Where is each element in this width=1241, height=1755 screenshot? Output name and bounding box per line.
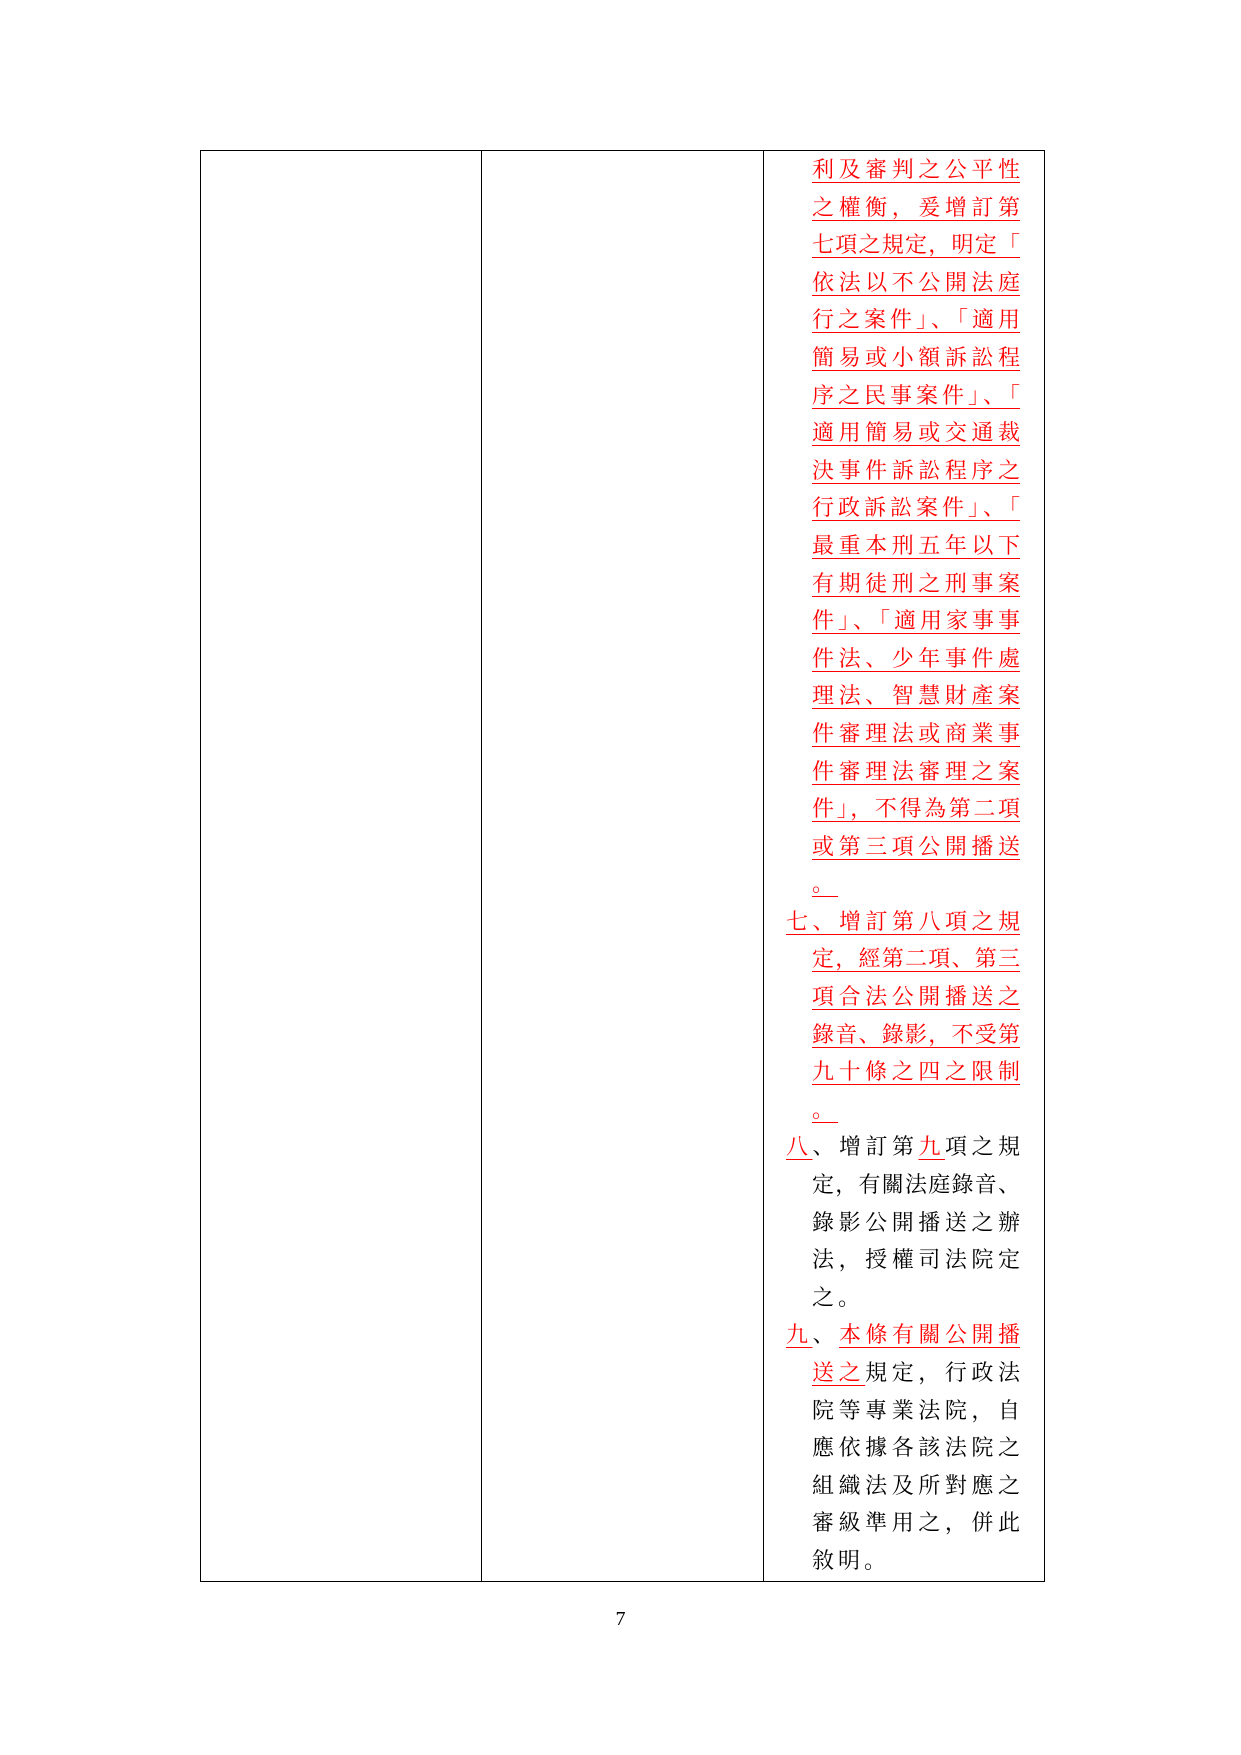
explanation-line — [786, 904, 1020, 942]
text-segment: 項之規 — [944, 1135, 1020, 1161]
inserted-text: 行政訴訟案件」、「 — [812, 496, 1020, 522]
inserted-text: 適用簡易或交通裁 — [812, 421, 1020, 447]
explanation-line — [812, 1543, 1020, 1581]
text-segment: 組織法及所對應之 — [812, 1473, 1020, 1499]
explanation-line — [812, 302, 1020, 340]
inserted-text: 九 — [786, 1323, 813, 1349]
inserted-text: 送之 — [812, 1361, 866, 1386]
explanation-line — [812, 227, 1020, 265]
inserted-text: 本條有關公開播 — [839, 1323, 1020, 1349]
inserted-text: 七、增訂第八項之規 — [786, 909, 1020, 935]
explanation-line — [812, 1430, 1020, 1468]
explanation-line — [786, 1317, 1020, 1355]
explanation-line — [812, 1355, 1020, 1393]
text-segment: 之。 — [812, 1285, 865, 1311]
inserted-text: 之權衡，爰增訂第 — [812, 195, 1020, 221]
explanation-line — [812, 866, 1020, 904]
text-segment: 法，授權司法院定 — [812, 1248, 1020, 1274]
inserted-text: 利及審判之公平性 — [812, 158, 1020, 183]
inserted-text: 有期徒刑之刑事案 — [812, 571, 1020, 597]
explanation-line — [812, 1167, 1020, 1205]
comparison-table — [200, 150, 1045, 1582]
explanation-line — [812, 340, 1020, 378]
explanation-line — [812, 1205, 1020, 1243]
inserted-text: 九 — [918, 1135, 945, 1161]
inserted-text: 定，經第二項、第三 — [812, 947, 1020, 973]
explanation-line — [812, 829, 1020, 867]
explanation-line — [812, 566, 1020, 604]
explanation-line — [812, 453, 1020, 491]
explanation-line — [812, 678, 1020, 716]
table-cell-explanation — [764, 151, 1044, 1581]
text-segment: 、增訂第 — [812, 1135, 919, 1161]
explanation-line — [812, 1242, 1020, 1280]
inserted-text: 件」、「適用家事事 — [812, 609, 1020, 635]
explanation-line — [812, 1017, 1020, 1055]
explanation-line — [812, 603, 1020, 641]
inserted-text: 錄音、錄影，不受第 — [812, 1022, 1020, 1048]
explanation-line — [812, 1393, 1020, 1431]
inserted-text: 八 — [786, 1135, 813, 1161]
explanation-line — [786, 1129, 1020, 1167]
explanation-line — [812, 941, 1020, 979]
inserted-text: 決事件訴訟程序之 — [812, 458, 1020, 484]
explanation-line — [812, 265, 1020, 303]
explanation-line — [812, 1054, 1020, 1092]
inserted-text: 簡易或小額訴訟程 — [812, 345, 1020, 371]
inserted-text: 七項之規定，明定「 — [812, 233, 1020, 259]
explanation-line — [812, 490, 1020, 528]
inserted-text: 件法、少年事件處 — [812, 646, 1020, 672]
inserted-text: 件審理法或商業事 — [812, 721, 1020, 747]
explanation-line — [812, 528, 1020, 566]
text-segment: 審級準用之，併此 — [812, 1511, 1020, 1537]
text-segment: 規定，行政法 — [865, 1361, 1020, 1386]
inserted-text: 項合法公開播送之 — [812, 985, 1020, 1011]
explanation-line — [812, 791, 1020, 829]
explanation-line — [812, 979, 1020, 1017]
inserted-text: 九十條之四之限制 — [812, 1060, 1020, 1086]
table-cell-current-text — [482, 151, 764, 1581]
text-segment: 錄影公開播送之辦 — [812, 1210, 1020, 1236]
inserted-text: 。 — [812, 872, 839, 898]
explanation-line — [812, 152, 1020, 190]
explanation-line — [812, 641, 1020, 679]
text-segment: 定，有關法庭錄音、 — [812, 1173, 1020, 1199]
explanation-line — [812, 1468, 1020, 1506]
inserted-text: 依法以不公開法庭 — [812, 270, 1020, 296]
inserted-text: 。 — [812, 1097, 839, 1123]
explanation-line — [812, 716, 1020, 754]
explanation-line — [812, 1280, 1020, 1318]
explanation-line — [812, 1505, 1020, 1543]
text-segment: 應依據各該法院之 — [812, 1436, 1020, 1462]
explanation-line — [812, 1092, 1020, 1130]
inserted-text: 最重本刑五年以下 — [812, 533, 1020, 559]
explanation-line — [812, 754, 1020, 792]
inserted-text: 理法、智慧財產案 — [812, 684, 1020, 710]
inserted-text: 件審理法審理之案 — [812, 759, 1020, 785]
inserted-text: 行之案件」、「適用 — [812, 308, 1020, 334]
table-cell-amended-text — [201, 151, 482, 1581]
text-segment: 院等專業法院，自 — [812, 1398, 1020, 1424]
text-segment: 敘明。 — [812, 1548, 891, 1574]
inserted-text: 序之民事案件」、「 — [812, 383, 1020, 409]
inserted-text: 或第三項公開播送 — [812, 834, 1020, 860]
explanation-line — [812, 378, 1020, 416]
page-number: 7 — [615, 1608, 626, 1630]
text-segment: 、 — [812, 1323, 839, 1349]
inserted-text: 件」，不得為第二項 — [812, 797, 1020, 823]
explanation-line — [812, 415, 1020, 453]
explanation-line — [812, 190, 1020, 228]
